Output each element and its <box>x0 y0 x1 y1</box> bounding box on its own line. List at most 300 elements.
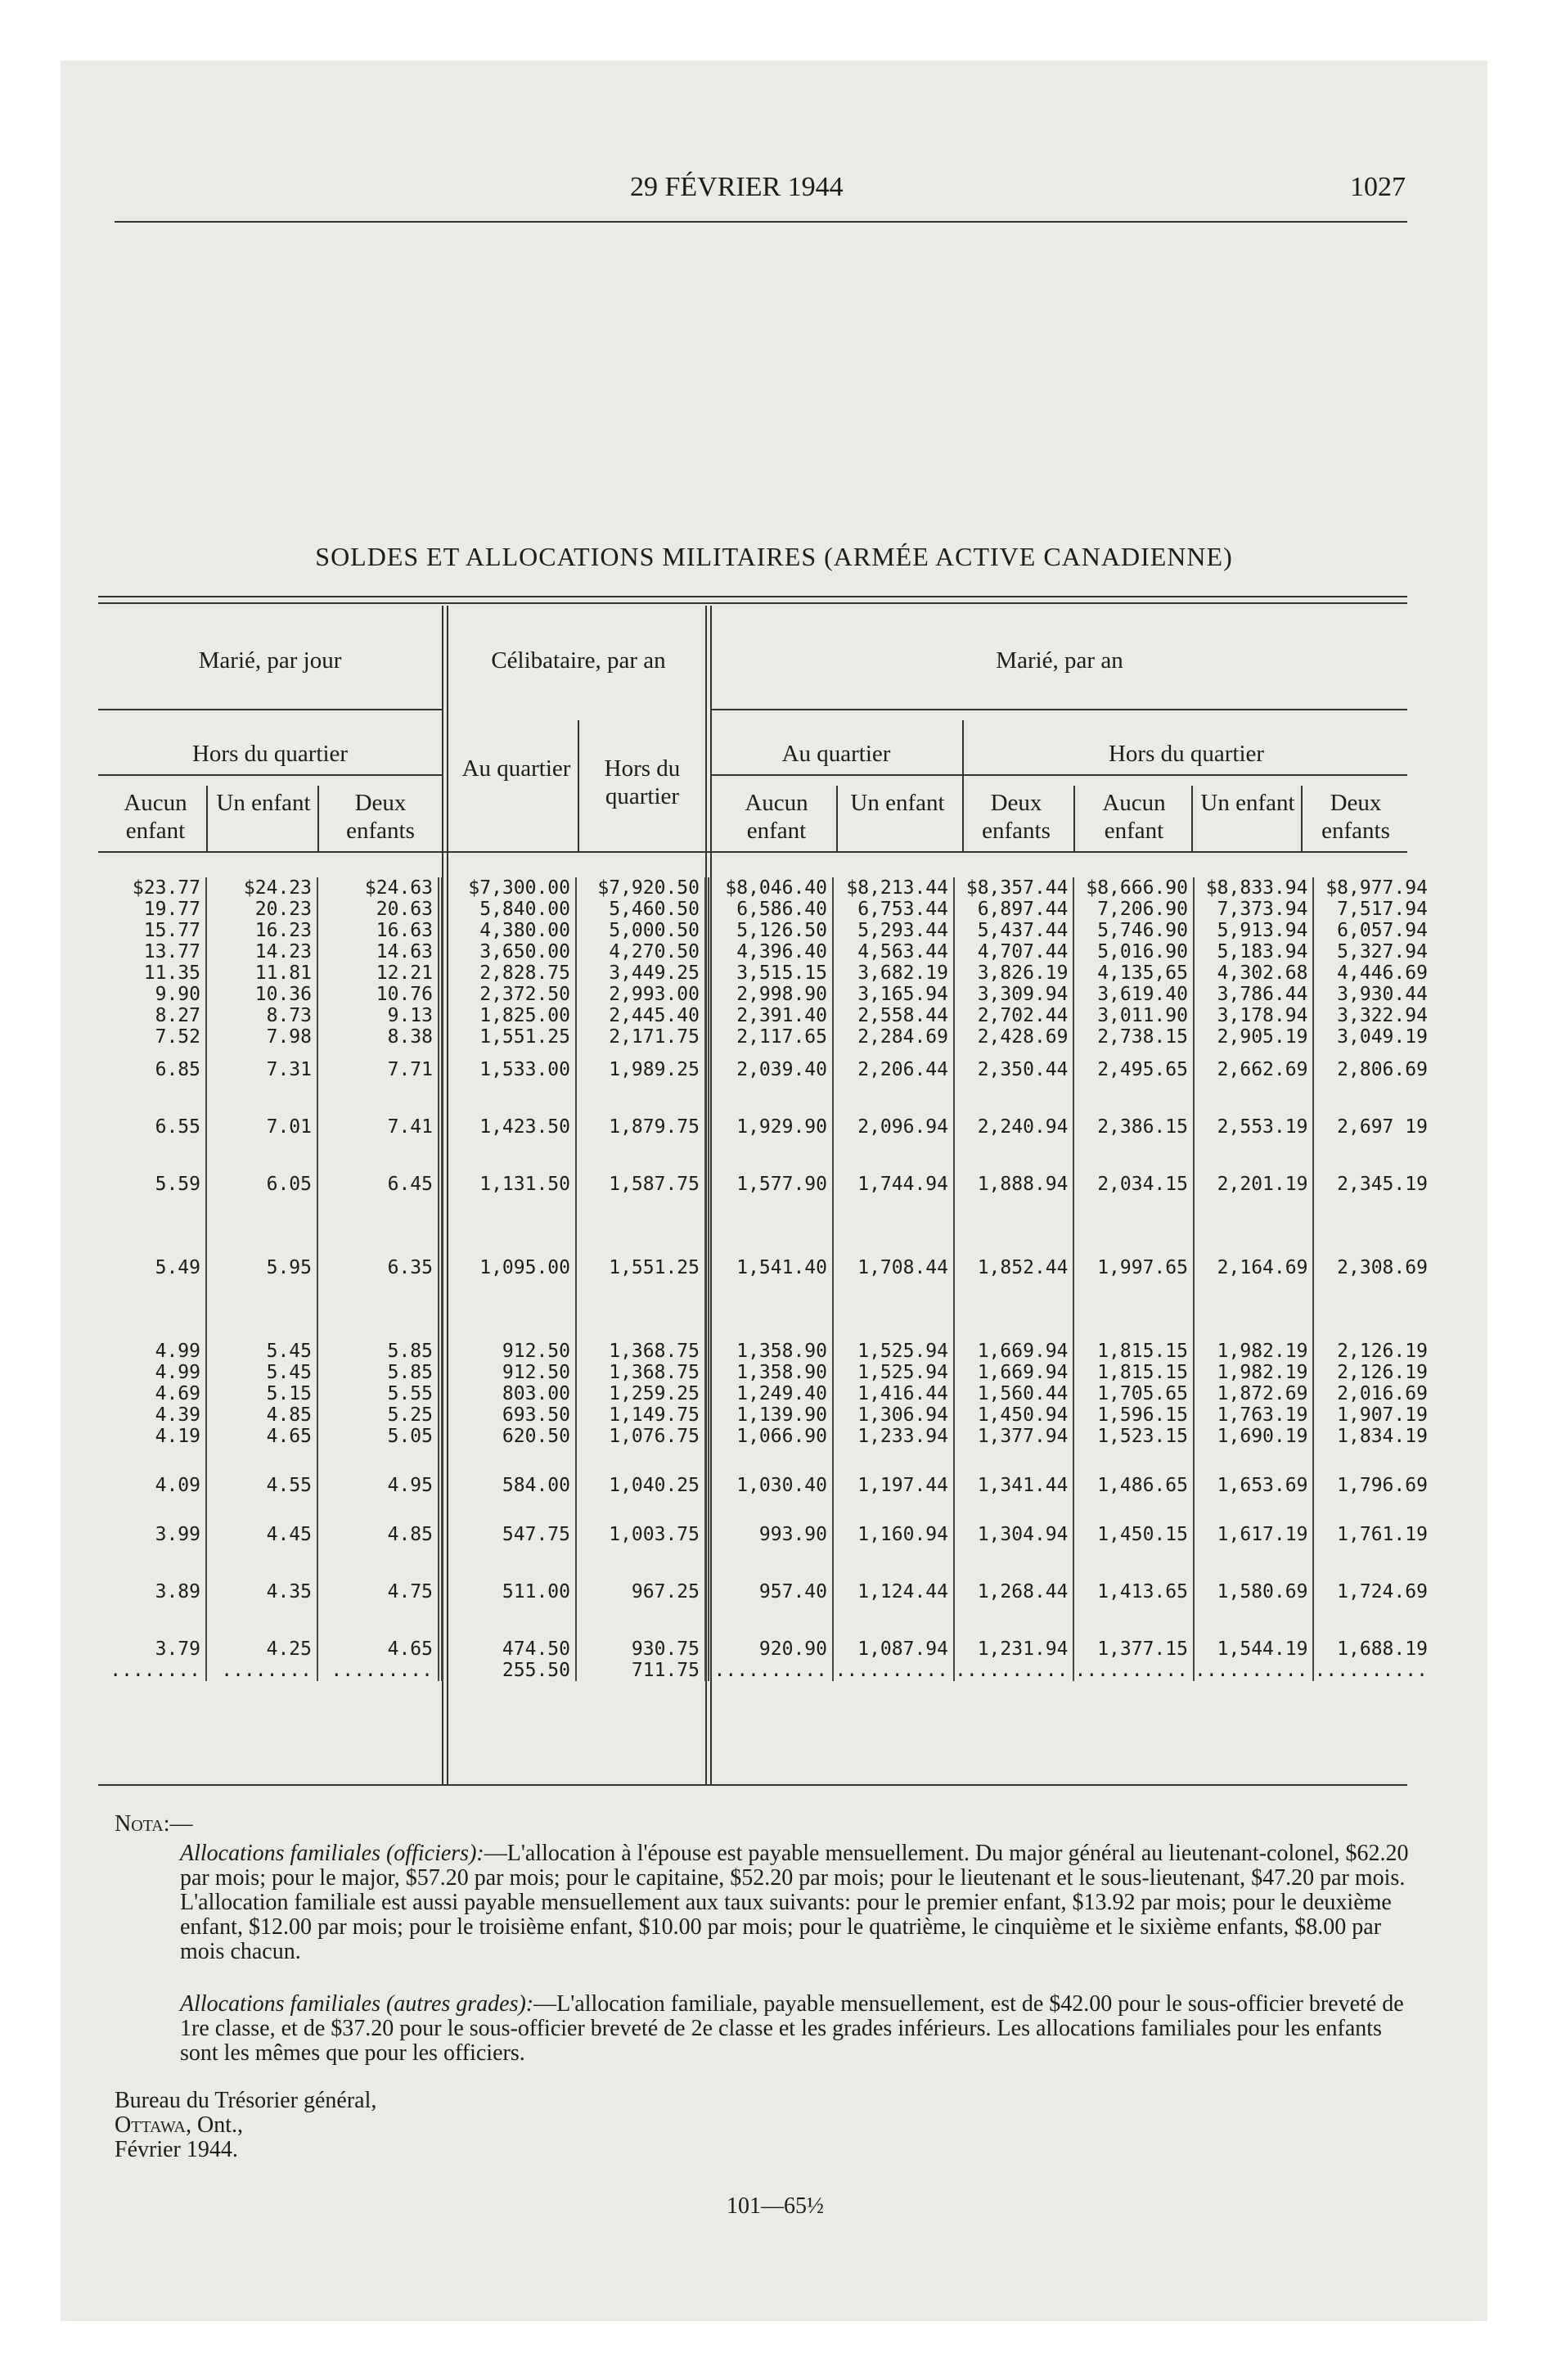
spacer-cell <box>98 1545 206 1581</box>
table-row <box>98 1005 1433 1026</box>
col-aucun-enfant-2: Aucun enfant <box>745 790 808 844</box>
table-cell: 4.35 <box>206 1581 317 1602</box>
header-bottom-rule <box>98 851 1407 853</box>
footer-number: 101—65½ <box>727 2193 824 2219</box>
rule <box>962 720 964 851</box>
table-cell: 20.63 <box>317 899 440 920</box>
table-cell: 5,293.44 <box>833 920 954 941</box>
table-row <box>98 1639 1433 1660</box>
spacer-cell <box>440 1447 576 1475</box>
table-cell: 803.00 <box>440 1383 576 1404</box>
table-cell: 4.25 <box>206 1639 317 1660</box>
table-cell: 711.75 <box>576 1660 707 1681</box>
table-cell: .......... <box>954 1660 1073 1681</box>
rule <box>317 786 319 851</box>
group-spacer <box>98 1496 1433 1524</box>
rule <box>98 774 442 776</box>
table-cell: 4,707.44 <box>954 941 1073 962</box>
group-spacer <box>98 1195 1433 1257</box>
table-row <box>98 1524 1433 1545</box>
table-cell: 1,989.25 <box>576 1059 707 1080</box>
pay-allowance-table <box>98 877 1433 1681</box>
table-cell: 1,587.75 <box>576 1174 707 1195</box>
table-cell: 7.31 <box>206 1059 317 1080</box>
province: , Ont., <box>186 2112 243 2138</box>
spacer-cell <box>317 1447 440 1475</box>
spacer-cell <box>98 1602 206 1639</box>
col-aucun-enfant-3: Aucun enfant <box>1102 790 1166 844</box>
table-cell: 12.21 <box>317 962 440 984</box>
note-officers <box>115 1841 1424 1964</box>
table-row <box>98 962 1433 984</box>
table-cell: 1,124.44 <box>833 1581 954 1602</box>
spacer-cell <box>440 1080 576 1116</box>
spacer-cell <box>954 1545 1073 1581</box>
table-cell: 5,840.00 <box>440 899 576 920</box>
rule <box>578 720 579 851</box>
spacer-cell <box>1073 1602 1193 1639</box>
table-cell: 4.75 <box>317 1581 440 1602</box>
subgroup-hors-quartier-2: Hors du quartier <box>1108 741 1265 767</box>
spacer-cell <box>833 1048 954 1059</box>
group-spacer <box>98 1138 1433 1174</box>
signature-city <box>115 2113 1424 2138</box>
table-cell: 967.25 <box>576 1581 707 1602</box>
table-cell: 1,231.94 <box>954 1639 1073 1660</box>
spacer-cell <box>317 1278 440 1341</box>
table-cell: 11.81 <box>206 962 317 984</box>
nota-label: Nota:— <box>115 1811 193 1837</box>
table-cell: 912.50 <box>440 1362 576 1383</box>
spacer-cell <box>206 1195 317 1257</box>
table-cell: $8,357.44 <box>954 877 1073 899</box>
table-cell: 584.00 <box>440 1475 576 1496</box>
spacer-cell <box>98 1278 206 1341</box>
group-spacer <box>98 1048 1433 1059</box>
table-cell: 547.75 <box>440 1524 576 1545</box>
spacer-cell <box>440 1278 576 1341</box>
table-cell: 20.23 <box>206 899 317 920</box>
spacer-cell <box>317 1545 440 1581</box>
city-name: Ottawa <box>115 2112 186 2138</box>
table-cell: 2,702.44 <box>954 1005 1073 1026</box>
col-un-enfant-3: Un enfant <box>1200 790 1295 816</box>
table-cell: 4.19 <box>98 1426 206 1447</box>
table-row <box>98 877 1433 899</box>
spacer-cell <box>1313 1496 1432 1524</box>
spacer-cell <box>833 1447 954 1475</box>
table-cell: $8,666.90 <box>1073 877 1193 899</box>
table-cell: 5.45 <box>206 1362 317 1383</box>
page-number: 1027 <box>1350 172 1406 202</box>
spacer-cell <box>954 1138 1073 1174</box>
spacer-cell <box>1073 1545 1193 1581</box>
table-cell: 1,525.94 <box>833 1362 954 1383</box>
table-cell: 4,446.69 <box>1337 962 1428 984</box>
spacer-cell <box>206 1048 317 1059</box>
spacer-cell <box>707 1278 833 1341</box>
note-other-ranks <box>115 1992 1424 2066</box>
table-cell: 2,034.15 <box>1073 1174 1193 1195</box>
table-cell: 7,373.94 <box>1194 899 1313 920</box>
table-cell: 1,690.19 <box>1194 1426 1313 1447</box>
table-cell: 1,533.00 <box>440 1059 576 1080</box>
spacer-cell <box>833 1080 954 1116</box>
spacer-cell <box>317 1496 440 1524</box>
rule <box>836 786 838 851</box>
table-cell: 1,796.69 <box>1337 1475 1428 1496</box>
table-cell: 2,126.19 <box>1337 1341 1428 1362</box>
table-cell: 2,117.65 <box>707 1026 833 1048</box>
table-cell: 2,998.90 <box>707 984 833 1005</box>
table-cell: 2,284.69 <box>833 1026 954 1048</box>
table-cell: 9.90 <box>98 984 206 1005</box>
spacer-cell <box>206 1278 317 1341</box>
table-cell: 1,907.19 <box>1337 1404 1428 1426</box>
table-cell: 5,327.94 <box>1337 941 1428 962</box>
table-cell: 2,558.44 <box>833 1005 954 1026</box>
spacer-cell <box>1073 1278 1193 1341</box>
table-cell: 912.50 <box>440 1341 576 1362</box>
table-cell: 1,577.90 <box>707 1174 833 1195</box>
table-cell: 2,308.69 <box>1337 1257 1428 1278</box>
table-cell: $8,977.94 <box>1325 877 1428 899</box>
table-cell: 1,087.94 <box>833 1639 954 1660</box>
table-cell: 2,206.44 <box>833 1059 954 1080</box>
subgroup-hors-quartier: Hors du quartier <box>191 741 349 767</box>
signature-date: Février 1944. <box>115 2137 238 2162</box>
spacer-cell <box>206 1602 317 1639</box>
table-cell: 1,708.44 <box>833 1257 954 1278</box>
table-row <box>98 984 1433 1005</box>
table-cell: 2,428.69 <box>954 1026 1073 1048</box>
spacer-cell <box>833 1545 954 1581</box>
rule <box>206 786 208 851</box>
table-cell: 1,249.40 <box>707 1383 833 1404</box>
rule <box>98 709 442 710</box>
table-cell: 4.55 <box>206 1475 317 1496</box>
table-cell: 16.63 <box>317 920 440 941</box>
table-cell: 1,341.44 <box>954 1475 1073 1496</box>
table-cell: 5,913.94 <box>1194 920 1313 941</box>
spacer-cell <box>1073 1195 1193 1257</box>
spacer-cell <box>576 1545 707 1581</box>
table-cell: 2,553.19 <box>1194 1116 1313 1138</box>
table-cell: 5.49 <box>98 1257 206 1278</box>
table-cell: 1,306.94 <box>833 1404 954 1426</box>
table-cell: ......... <box>317 1660 440 1681</box>
table-row <box>98 1426 1433 1447</box>
table-row <box>98 1581 1433 1602</box>
table-row <box>98 1404 1433 1426</box>
table-cell: 1,413.65 <box>1073 1581 1193 1602</box>
table-cell: 3,178.94 <box>1194 1005 1313 1026</box>
table-cell: 1,131.50 <box>440 1174 576 1195</box>
table-cell: 1,525.94 <box>833 1341 954 1362</box>
spacer-cell <box>440 1545 576 1581</box>
table-cell: 3,449.25 <box>576 962 707 984</box>
spacer-cell <box>707 1138 833 1174</box>
table-cell: 16.23 <box>206 920 317 941</box>
table-row <box>98 920 1433 941</box>
table-cell: 2,201.19 <box>1194 1174 1313 1195</box>
spacer-cell <box>98 1080 206 1116</box>
spacer-cell <box>576 1496 707 1524</box>
table-cell: 1,551.25 <box>576 1257 707 1278</box>
table-cell: $8,046.40 <box>707 877 833 899</box>
page-date: 29 FÉVRIER 1944 <box>630 172 844 202</box>
table-cell: 6,753.44 <box>833 899 954 920</box>
table-cell: 1,416.44 <box>833 1383 954 1404</box>
table-cell: 1,617.19 <box>1194 1524 1313 1545</box>
table-cell: 4.95 <box>317 1475 440 1496</box>
table-cell: 2,662.69 <box>1194 1059 1313 1080</box>
table-cell: 10.36 <box>206 984 317 1005</box>
spacer-cell <box>1313 1447 1432 1475</box>
table-cell: 474.50 <box>440 1639 576 1660</box>
nota-heading <box>115 1812 1424 1837</box>
table-cell: 1,030.40 <box>707 1475 833 1496</box>
table-cell: 4.39 <box>98 1404 206 1426</box>
table-cell: 1,368.75 <box>576 1341 707 1362</box>
table-cell: $7,300.00 <box>440 877 576 899</box>
table-cell: 1,160.94 <box>833 1524 954 1545</box>
table-cell: 2,738.15 <box>1073 1026 1193 1048</box>
table-cell: 620.50 <box>440 1426 576 1447</box>
table-cell: 5,437.44 <box>954 920 1073 941</box>
table-cell: 1,982.19 <box>1194 1341 1313 1362</box>
table-cell: 4.65 <box>206 1426 317 1447</box>
table-cell: 1,268.44 <box>954 1581 1073 1602</box>
table-cell: 5,746.90 <box>1073 920 1193 941</box>
table-cell: 8.27 <box>98 1005 206 1026</box>
header-rule <box>115 221 1407 223</box>
table-cell: 3.79 <box>98 1639 206 1660</box>
table-cell: 2,240.94 <box>954 1116 1073 1138</box>
table-cell: .......... <box>1194 1660 1313 1681</box>
table-cell: 4,380.00 <box>440 920 576 941</box>
table-row <box>98 1059 1433 1080</box>
table-cell: 2,445.40 <box>576 1005 707 1026</box>
table-cell: 1,763.19 <box>1194 1404 1313 1426</box>
table-cell: 930.75 <box>576 1639 707 1660</box>
table-cell: 1,139.90 <box>707 1404 833 1426</box>
col-aucun-enfant: Aucun enfant <box>124 790 187 844</box>
table-row <box>98 1174 1433 1195</box>
table-cell: $8,213.44 <box>833 877 954 899</box>
table-cell: 1,888.94 <box>954 1174 1073 1195</box>
table-cell: 2,697 19 <box>1337 1116 1428 1138</box>
table-cell: 5.85 <box>317 1341 440 1362</box>
table-cell: $23.77 <box>98 877 206 899</box>
table-cell: 5,183.94 <box>1194 941 1313 962</box>
spacer-cell <box>98 1195 206 1257</box>
table-row <box>98 1026 1433 1048</box>
table-cell: 10.76 <box>317 984 440 1005</box>
spacer-cell <box>707 1447 833 1475</box>
table-cell: 1,358.90 <box>707 1362 833 1383</box>
spacer-cell <box>1313 1278 1432 1341</box>
table-cell: 7.71 <box>317 1059 440 1080</box>
spacer-cell <box>954 1080 1073 1116</box>
table-cell: 1,450.94 <box>954 1404 1073 1426</box>
table-cell: 993.90 <box>707 1524 833 1545</box>
table-cell: $7,920.50 <box>576 877 707 899</box>
spacer-cell <box>206 1447 317 1475</box>
spacer-cell <box>954 1195 1073 1257</box>
table-cell: 4,396.40 <box>707 941 833 962</box>
table-cell: 3,650.00 <box>440 941 576 962</box>
table-cell: 2,350.44 <box>954 1059 1073 1080</box>
table-cell: 1,066.90 <box>707 1426 833 1447</box>
table-cell: 1,929.90 <box>707 1116 833 1138</box>
table-cell: .......... <box>833 1660 954 1681</box>
table-cell: $24.23 <box>206 877 317 899</box>
table-cell: 7.52 <box>98 1026 206 1048</box>
table-cell: 5.15 <box>206 1383 317 1404</box>
table-cell: 1,560.44 <box>954 1383 1073 1404</box>
table-cell: 2,386.15 <box>1073 1116 1193 1138</box>
col-un-enfant-2: Un enfant <box>850 790 945 816</box>
table-cell: 1,834.19 <box>1337 1426 1428 1447</box>
table-cell: 1,653.69 <box>1194 1475 1313 1496</box>
table-cell: 693.50 <box>440 1404 576 1426</box>
table-cell: 5,126.50 <box>707 920 833 941</box>
table-row <box>98 1660 1433 1681</box>
table-cell: 2,391.40 <box>707 1005 833 1026</box>
spacer-cell <box>206 1496 317 1524</box>
table-cell: .......... <box>1073 1660 1193 1681</box>
table-cell: 7,206.90 <box>1073 899 1193 920</box>
rule <box>1301 786 1303 851</box>
table-cell: 1,580.69 <box>1194 1581 1313 1602</box>
table-cell: 5.25 <box>317 1404 440 1426</box>
table-cell: 4.85 <box>206 1404 317 1426</box>
table-cell: 2,171.75 <box>576 1026 707 1048</box>
spacer-cell <box>1073 1080 1193 1116</box>
table-cell: 1,304.94 <box>954 1524 1073 1545</box>
spacer-cell <box>440 1195 576 1257</box>
note-other-text: —L'allocation familiale, payable mensuellement, est de $42.00 pour le sous-officier breveté de 1re classe, et de $37.20 pour le sous-officier breveté de 2e classe et les grades inférieurs. Les allocations familiales pour les enfants sont les mêmes que pour les officiers. <box>180 1991 1404 2066</box>
table-cell: 19.77 <box>98 899 206 920</box>
table-cell: 1,815.15 <box>1073 1341 1193 1362</box>
spacer-cell <box>576 1080 707 1116</box>
col-au-quartier: Au quartier <box>461 755 571 782</box>
table-row <box>98 941 1433 962</box>
table-cell: 2,164.69 <box>1194 1257 1313 1278</box>
table-cell: 1,596.15 <box>1073 1404 1193 1426</box>
table-cell: 4,135,65 <box>1073 962 1193 984</box>
table-cell: 1,095.00 <box>440 1257 576 1278</box>
spacer-cell <box>576 1447 707 1475</box>
rule <box>1073 786 1075 851</box>
spacer-cell <box>1194 1138 1313 1174</box>
table-cell: 4.85 <box>317 1524 440 1545</box>
note-other-label: Allocations familiales (autres grades): <box>180 1991 534 2017</box>
group-spacer <box>98 1278 1433 1341</box>
table-cell: 2,345.19 <box>1337 1174 1428 1195</box>
group-spacer <box>98 1080 1433 1116</box>
table-cell: 1,815.15 <box>1073 1362 1193 1383</box>
spacer-cell <box>1073 1496 1193 1524</box>
spacer-cell <box>833 1602 954 1639</box>
table-cell: 1,368.75 <box>576 1362 707 1383</box>
group-header-marie-an: Marié, par an <box>996 647 1123 674</box>
table-cell: 255.50 <box>440 1660 576 1681</box>
table-cell: 4,270.50 <box>576 941 707 962</box>
table-cell: 2,905.19 <box>1194 1026 1313 1048</box>
spacer-cell <box>1194 1048 1313 1059</box>
table-cell: 957.40 <box>707 1581 833 1602</box>
table-cell: 4.99 <box>98 1362 206 1383</box>
table-cell: 5.59 <box>98 1174 206 1195</box>
table-row <box>98 899 1433 920</box>
table-cell: 4,302.68 <box>1194 962 1313 984</box>
table-cell: 1,744.94 <box>833 1174 954 1195</box>
table-cell: 1,377.15 <box>1073 1639 1193 1660</box>
spacer-cell <box>576 1602 707 1639</box>
table-cell: $8,833.94 <box>1194 877 1313 899</box>
table-cell: 8.73 <box>206 1005 317 1026</box>
table-row <box>98 1257 1433 1278</box>
table-cell: 1,259.25 <box>576 1383 707 1404</box>
note-officers-text: —L'allocation à l'épouse est payable mensuellement. Du major général au lieutenant-colonel, $62.20 par mois; pour le major, $57.20 par mois; pour le capitaine, $52.20 par mois; pour le lieutenant et le sous-lieutenant, $47.20 par mois. L'allocation familiale est aussi payable mensuellement aux taux suivants: pour le premier enfant, $13.92 par mois; pour le deuxième enfant, $12.00 par mois; pour le troisième enfant, $10.00 par mois; pour le quatrième, le cinquième et le sixième enfants, $8.00 par mois chacun. <box>180 1841 1409 1964</box>
table-cell: 1,450.15 <box>1073 1524 1193 1545</box>
table-cell: 6,897.44 <box>954 899 1073 920</box>
spacer-cell <box>833 1138 954 1174</box>
table-cell: ........ <box>206 1660 317 1681</box>
group-spacer <box>98 1602 1433 1639</box>
spacer-cell <box>833 1496 954 1524</box>
spacer-cell <box>1313 1602 1432 1639</box>
table-cell: 4,563.44 <box>833 941 954 962</box>
table-cell: 6.35 <box>317 1257 440 1278</box>
table-cell: 4.09 <box>98 1475 206 1496</box>
spacer-cell <box>1073 1447 1193 1475</box>
table-cell: 1,997.65 <box>1073 1257 1193 1278</box>
table-cell: 15.77 <box>98 920 206 941</box>
table-cell: 1,523.15 <box>1073 1426 1193 1447</box>
table-cell: 6.45 <box>317 1174 440 1195</box>
table-cell: 3,786.44 <box>1194 984 1313 1005</box>
table-cell: 1,233.94 <box>833 1426 954 1447</box>
table-cell: 14.63 <box>317 941 440 962</box>
table-row <box>98 1362 1433 1383</box>
spacer-cell <box>576 1138 707 1174</box>
table-cell: 511.00 <box>440 1581 576 1602</box>
table-cell: 5.85 <box>317 1362 440 1383</box>
table-cell: 1,669.94 <box>954 1362 1073 1383</box>
table-cell: 5.05 <box>317 1426 440 1447</box>
spacer-cell <box>707 1602 833 1639</box>
table-cell: 1,544.19 <box>1194 1639 1313 1660</box>
spacer-cell <box>576 1195 707 1257</box>
table-row <box>98 1341 1433 1362</box>
table-cell: 1,872.69 <box>1194 1383 1313 1404</box>
spacer-cell <box>1194 1278 1313 1341</box>
notes <box>115 1812 1424 2162</box>
table-cell: 3,322.94 <box>1337 1005 1428 1026</box>
table-cell: .......... <box>1314 1660 1428 1681</box>
table-cell: $24.63 <box>317 877 440 899</box>
table-cell: 3,682.19 <box>833 962 954 984</box>
table-cell: 1,358.90 <box>707 1341 833 1362</box>
spacer-cell <box>576 1048 707 1059</box>
table-cell: 7,517.94 <box>1337 899 1428 920</box>
table-cell: 1,076.75 <box>576 1426 707 1447</box>
table-cell: 3.89 <box>98 1581 206 1602</box>
table-cell: 2,993.00 <box>576 984 707 1005</box>
